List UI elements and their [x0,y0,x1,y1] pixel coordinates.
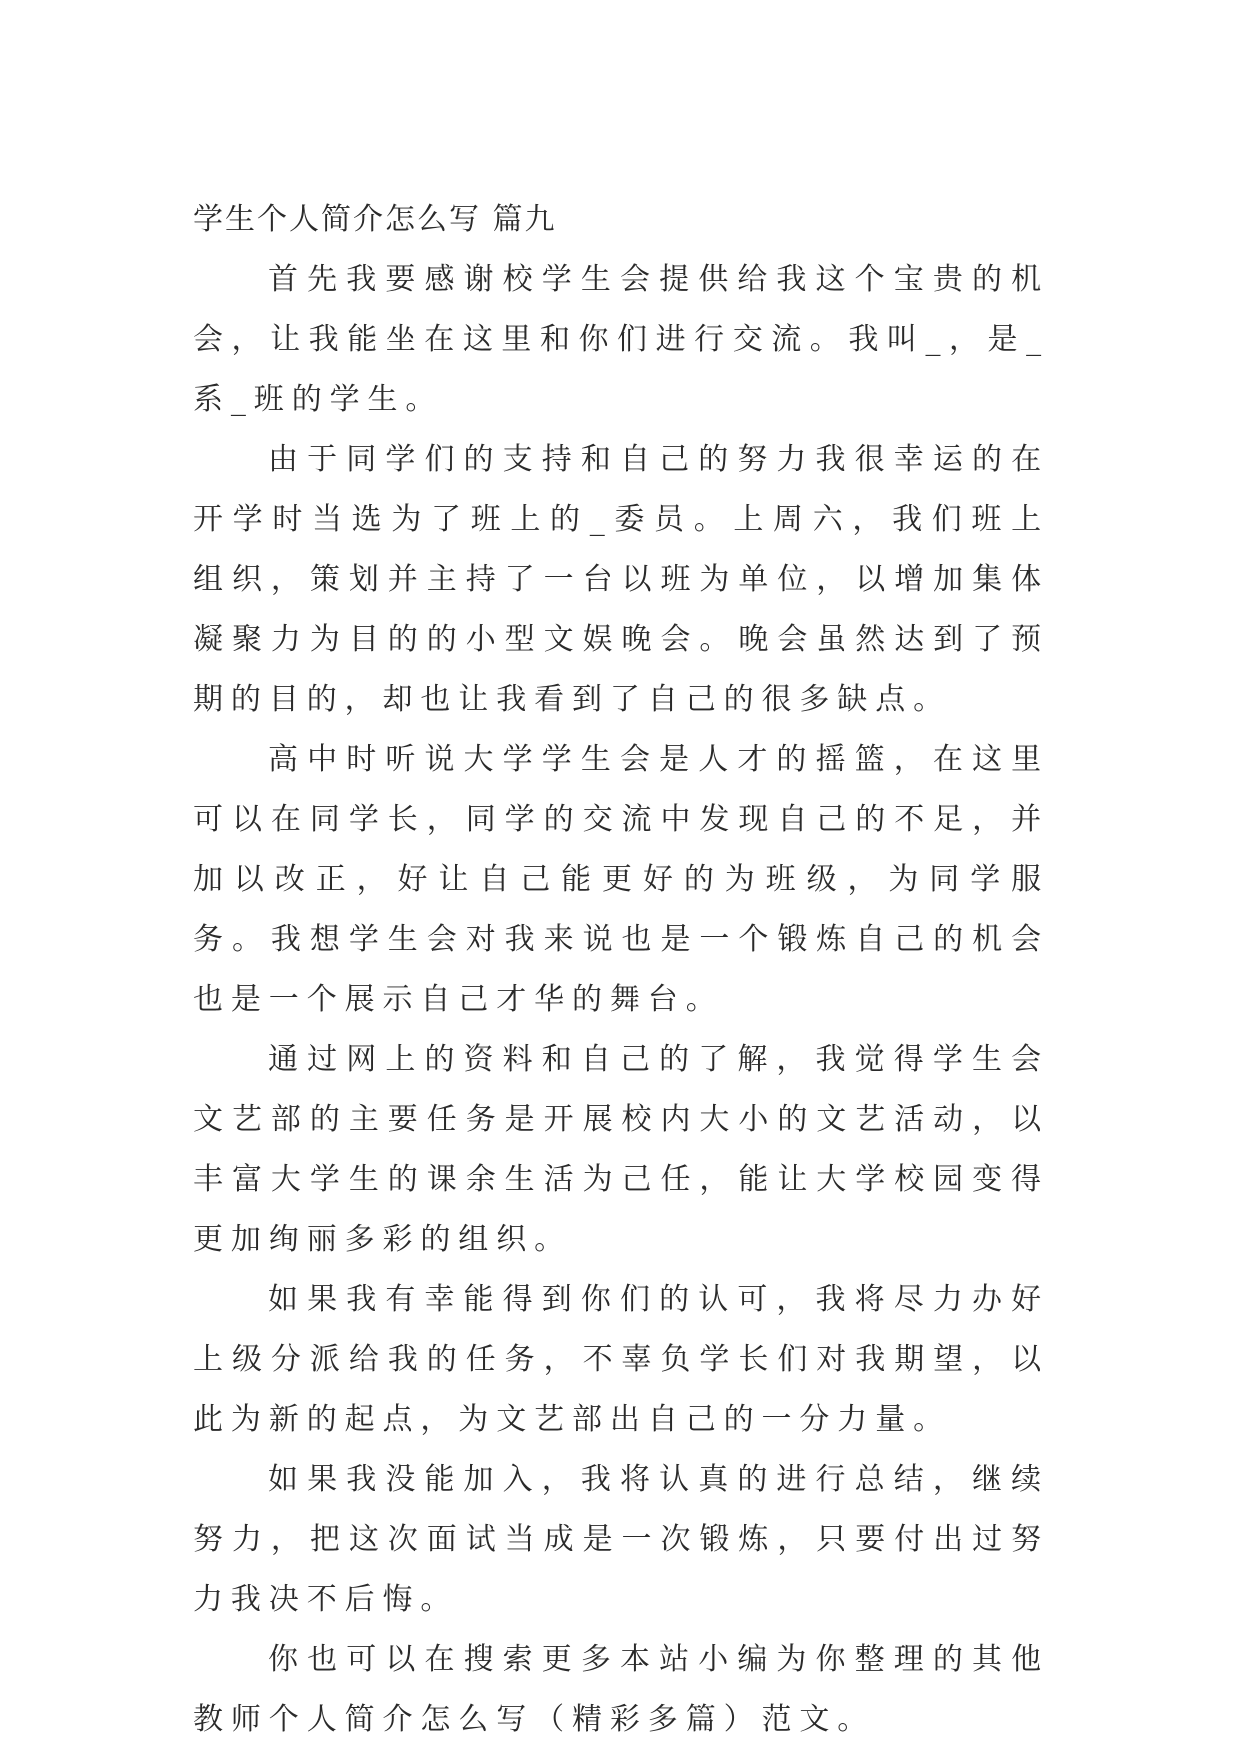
section-heading: 学生个人简介怎么写 篇九 [193,202,557,237]
document-body [193,190,1049,1750]
paragraph-7: 你也可以在搜索更多本站小编为你整理的其他教师个人简介怎么写（精彩多篇）范文。 [193,1642,1049,1737]
paragraph-3: 高中时听说大学学生会是人才的摇篮，在这里可以在同学长，同学的交流中发现自己的不足，并加以改正，好让自己能更好的为班级，为同学服务。我想学生会对我来说也是一个锻炼自己的机会也是一个展示自己才华的舞台。 [193,742,1049,1017]
paragraph-4: 通过网上的资料和自己的了解，我觉得学生会文艺部的主要任务是开展校内大小的文艺活动，以丰富大学生的课余生活为己任，能让大学校园变得更加绚丽多彩的组织。 [193,1042,1049,1257]
paragraph-5: 如果我有幸能得到你们的认可，我将尽力办好上级分派给我的任务，不辜负学长们对我期望，以此为新的起点，为文艺部出自己的一分力量。 [193,1282,1049,1437]
paragraph-6: 如果我没能加入，我将认真的进行总结，继续努力，把这次面试当成是一次锻炼，只要付出过努力我决不后悔。 [193,1462,1049,1617]
paragraph-2: 由于同学们的支持和自己的努力我很幸运的在开学时当选为了班上的_委员。上周六，我们班上组织，策划并主持了一台以班为单位，以增加集体凝聚力为目的的小型文娱晚会。晚会虽然达到了预期的目的，却也让我看到了自己的很多缺点。 [193,442,1049,717]
paragraph-1: 首先我要感谢校学生会提供给我这个宝贵的机会，让我能坐在这里和你们进行交流。我叫_，是_系_班的学生。 [193,262,1049,417]
